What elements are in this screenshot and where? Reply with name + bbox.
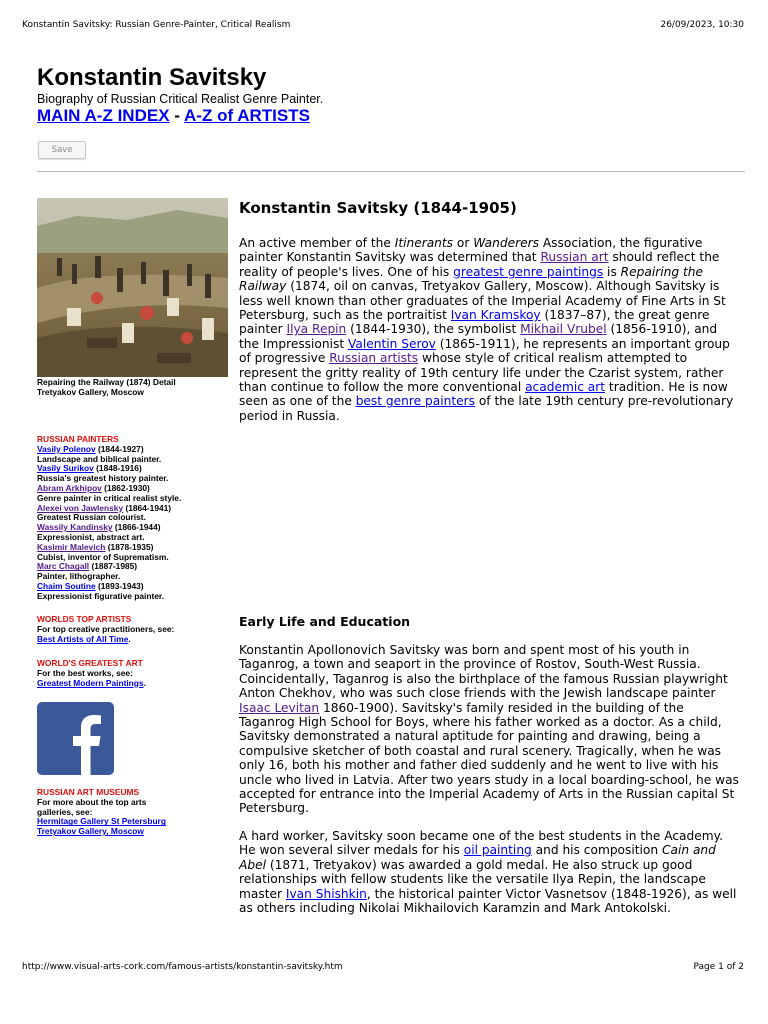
- oil-painting-link[interactable]: oil painting: [463, 843, 532, 858]
- list-item: Vasily Surikov (1848-1916): [37, 463, 142, 474]
- section-heading: Early Life and Education: [239, 614, 411, 629]
- save-button[interactable]: Save: [38, 141, 86, 159]
- academic-art-link[interactable]: academic art: [525, 380, 606, 395]
- shishkin-link[interactable]: Ivan Shishkin: [285, 886, 367, 901]
- index-links: [37, 106, 310, 126]
- list-item: Marc Chagall (1887-1985): [37, 561, 138, 572]
- tretyakov-link[interactable]: Tretyakov Gallery, Moscow: [37, 826, 144, 837]
- print-datetime: 26/09/2023, 10:30: [660, 20, 744, 30]
- early-life-paragraph: Konstantin Apollonovich Savitsky was born and spent most of his youth in Taganrog, a town and seaport in the province of Rostov, South-West Russia. Coincidentally, Taganrog is also the birthplace of the famous Russian playwright Anton Chekhov, who was such close friends with the Jewish landscape painter Isaac Levitan 1860-1900). Savitsky's family resided in the building of the Taganrog High School for Boys, where his father worked as a doctor. As a child, Savitsky demonstrated a natural aptitude for painting and drawing, being a compulsive sketcher of both coastal and rural scenery. Tragically, when he was only 16, both his mother and father died suddenly and he went to live with his uncle who lived in Latvia. After two years study in a local boarding-school, he was accepted for entrance into the Imperial Academy of Arts in the Russian capital St Petersburg.: [239, 643, 739, 816]
- levitan-link[interactable]: Isaac Levitan: [239, 700, 320, 715]
- print-footer: [22, 962, 744, 972]
- worlds-greatest-section: WORLD'S GREATEST ART For the best works, see: Greatest Modern Paintings.: [37, 658, 146, 688]
- best-artists-link[interactable]: Best Artists of All Time: [37, 633, 129, 644]
- divider: [37, 171, 745, 172]
- main-index-link[interactable]: MAIN A-Z INDEX: [37, 106, 170, 125]
- list-item: Chaim Soutine (1893-1943): [37, 580, 144, 591]
- russian-painters-section: RUSSIAN PAINTERS Vasily Polenov (1844-1927) Landscape and biblical painter. Vasily Surikov (1848-1916) Russia's greatest history painter. Abram Arkhipov (1862-1930) Genre painter in critical realist style. Alexei von Jawlensky (1864-1941) Greatest Russian colourist. Wassily Kandinsky (1866-1944) Expressionist, abstract art. Kasimir Malevich (1878-1935) Cubist, inventor of Suprematism. Marc Chagall (1887-1985) Painter, lithographer. Chaim Soutine (1893-1943) Expressionist figurative painter.: [37, 435, 237, 602]
- russian-artists-link[interactable]: Russian artists: [329, 351, 419, 366]
- serov-link[interactable]: Valentin Serov: [347, 336, 436, 351]
- kramskoy-link[interactable]: Ivan Kramskoy: [450, 308, 541, 323]
- list-item: Abram Arkhipov (1862-1930): [37, 482, 150, 493]
- print-page-title: Konstantin Savitsky: Russian Genre-Painter, Critical Realism: [22, 20, 291, 30]
- repin-link[interactable]: Ilya Repin: [286, 322, 347, 337]
- worlds-top-section: WORLDS TOP ARTISTS For top creative practitioners, see: Best Artists of All Time.: [37, 614, 175, 644]
- intro-paragraph: An active member of the Itinerants or Wanderers Association, the figurative painter Konstantin Savitsky was determined that Russian art should reflect the reality of people's lives. One of his greatest genre paintings is Repairing the Railway (1874, oil on canvas, Tretyakov Gallery, Moscow). Although Savitsky is less well known than other graduates of the Imperial Academy of Fine Arts in St Petersburg, such as the portraitist Ivan Kramskoy (1837–87), the great genre painter Ilya Repin (1844-1930), the symbolist Mikhail Vrubel (1856-1910), and the Impressionist Valentin Serov (1865-1911), he represents an important group of progressive Russian artists whose style of critical realism attempted to represent the gritty reality of 19th century life under the Czarist system, rather than continue to follow the more conventional academic art tradition. He is now seen as one of the best genre painters of the late 19th century pre-revolutionary period in Russia.: [239, 236, 734, 423]
- painting-caption: Repairing the Railway (1874) Detail Tretyakov Gallery, Moscow: [37, 377, 176, 397]
- genre-paintings-link[interactable]: greatest genre paintings: [453, 264, 604, 279]
- best-genre-painters-link[interactable]: best genre painters: [355, 394, 475, 409]
- list-item: Wassily Kandinsky (1866-1944): [37, 522, 161, 533]
- print-page-number: Page 1 of 2: [693, 962, 744, 972]
- print-header: [22, 20, 744, 30]
- site-subtitle: Biography of Russian Critical Realist Genre Painter.: [37, 92, 324, 106]
- list-item: Alexei von Jawlensky (1864-1941): [37, 502, 172, 513]
- vrubel-link[interactable]: Mikhail Vrubel: [520, 322, 607, 337]
- section-heading: RUSSIAN PAINTERS: [37, 434, 119, 444]
- museums-section: RUSSIAN ART MUSEUMS For more about the top arts galleries, see: Hermitage Gallery St Petersburg Tretyakov Gallery, Moscow: [37, 787, 166, 837]
- academy-paragraph: A hard worker, Savitsky soon became one of the best students in the Academy. He won several silver medals for his oil painting and his composition Cain and Abel (1871, Tretyakov) was awarded a gold medal. He also struck up good relationships with fellow students like the versatile Ilya Repin, the landscape master Ivan Shishkin, the historical painter Victor Vasnetsov (1848-1926), as well as others including Nikolai Mikhailovich Karamzin and Mark Antokolski.: [239, 829, 737, 916]
- list-item: Kasimir Malevich (1878-1935): [37, 541, 154, 552]
- russian-art-link[interactable]: Russian art: [540, 250, 609, 265]
- article-title: Konstantin Savitsky (1844-1905): [239, 199, 517, 217]
- greatest-paintings-link[interactable]: Greatest Modern Paintings: [37, 677, 144, 688]
- list-item: Vasily Polenov (1844-1927): [37, 443, 144, 454]
- facebook-icon[interactable]: [37, 702, 114, 775]
- painting-image: [37, 198, 228, 377]
- link-separator: -: [174, 106, 180, 125]
- hermitage-link[interactable]: Hermitage Gallery St Petersburg: [37, 816, 166, 827]
- artists-index-link[interactable]: A-Z of ARTISTS: [184, 106, 310, 125]
- print-url: http://www.visual-arts-cork.com/famous-artists/konstantin-savitsky.htm: [22, 962, 343, 972]
- site-title: Konstantin Savitsky: [37, 64, 267, 91]
